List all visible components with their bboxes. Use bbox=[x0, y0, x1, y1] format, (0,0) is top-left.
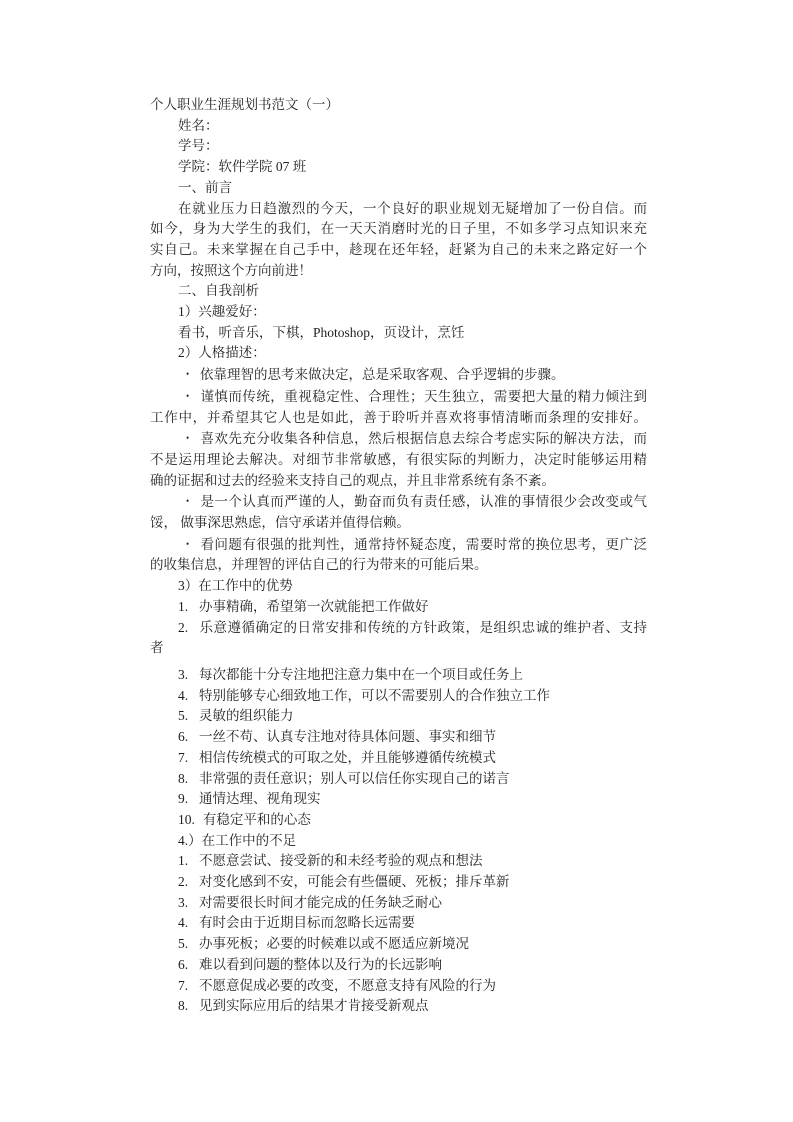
text-line: 者 bbox=[150, 640, 164, 656]
text-line: 学院：软件学院 07 班 bbox=[178, 159, 307, 175]
list-item-text: 灵敏的组织能力 bbox=[199, 708, 294, 724]
list-number: 6. bbox=[178, 956, 189, 972]
bullet-icon: • bbox=[186, 390, 190, 401]
text-line: 学号： bbox=[178, 138, 219, 154]
text-line: 姓名： bbox=[178, 117, 219, 133]
text-line bbox=[150, 686, 647, 707]
text-line bbox=[150, 665, 647, 686]
bullet-icon: • bbox=[186, 538, 190, 549]
bullet-text: 看问题有很强的批判性，通常持怀疑态度，需要时常的换位思考，更广泛 bbox=[200, 536, 647, 552]
list-item-text: 办事死板；必要的时候难以或不愿适应新境况 bbox=[199, 936, 469, 952]
list-number: 5. bbox=[178, 708, 189, 724]
list-number: 5. bbox=[178, 936, 189, 952]
text-line bbox=[150, 491, 647, 513]
text-line bbox=[150, 748, 647, 769]
bullet-icon: • bbox=[186, 433, 190, 444]
text-line bbox=[150, 851, 647, 872]
list-number: 1. bbox=[178, 598, 189, 614]
text-line: 工作中，并希望其它人也是如此，善于聆听并喜欢将事情清晰而条理的安排好。 bbox=[150, 409, 647, 425]
list-item-text: 一丝不苟、认真专注地对待具体问题、事实和细节 bbox=[199, 729, 496, 745]
text-line bbox=[150, 534, 647, 556]
text-line bbox=[150, 810, 647, 831]
text-line bbox=[150, 727, 647, 748]
list-number: 8. bbox=[178, 770, 189, 786]
bullet-text: 喜欢先充分收集各种信息，然后根据信息去综合考虑实际的解决方法，而 bbox=[200, 431, 647, 447]
text-line: 3）在工作中的优势 bbox=[178, 578, 293, 594]
bullet-text: 是一个认真而严谨的人，勤奋而负有责任感，认准的事情很少会改变或气 bbox=[200, 494, 647, 510]
text-line: 馁， 做事深思熟虑，信守承诺并值得信赖。 bbox=[150, 515, 410, 531]
list-item-text: 办事精确，希望第一次就能把工作做好 bbox=[199, 598, 429, 614]
list-number: 6. bbox=[178, 729, 189, 745]
list-number: 8. bbox=[178, 998, 189, 1014]
list-item-text: 对需要很长时间才能完成的任务缺乏耐心 bbox=[199, 894, 442, 910]
list-item-text: 通情达理、视角现实 bbox=[199, 791, 321, 807]
list-item-text: 不愿意促成必要的改变，不愿意支持有风险的行为 bbox=[199, 977, 496, 993]
bullet-icon: • bbox=[186, 369, 190, 380]
text-line: 4.）在工作中的不足 bbox=[178, 832, 297, 848]
text-line bbox=[150, 976, 647, 997]
text-line bbox=[150, 955, 647, 976]
list-number: 2. bbox=[178, 874, 189, 890]
list-item-text: 相信传统模式的可取之处，并且能够遵循传统模式 bbox=[199, 749, 496, 765]
bullet-text: 谨慎而传统，重视稳定性、合理性；天生独立，需要把大量的精力倾注到 bbox=[200, 388, 647, 404]
document-body bbox=[150, 95, 647, 1017]
text-line bbox=[150, 996, 647, 1017]
list-item-text: 乐意遵循确定的日常安排和传统的方针政策，是组织忠诚的维护者、支持 bbox=[199, 619, 647, 635]
text-line bbox=[150, 913, 647, 934]
text-line bbox=[150, 618, 647, 639]
list-item-text: 对变化感到不安，可能会有些僵硬、死板；排斥革新 bbox=[199, 874, 510, 890]
list-number: 3. bbox=[178, 666, 189, 682]
text-line: 如今，身为大学生的我们，在一天天消磨时光的日子里，不如多学习点知识来充 bbox=[150, 221, 647, 237]
list-number: 4. bbox=[178, 915, 189, 931]
text-line: 确的证据和过去的经验来支持自己的观点，并且非常系统有条不紊。 bbox=[150, 472, 555, 488]
list-number: 2. bbox=[178, 619, 189, 635]
text-line: 实自己。未来掌握在自己手中，趁现在还年轻，赶紧为自己的未来之路定好一个 bbox=[150, 241, 647, 257]
list-number: 4. bbox=[178, 687, 189, 703]
text-line: 不是运用理论去解决。对细节非常敏感，有很实际的判断力，决定时能够运用精 bbox=[150, 451, 647, 467]
list-item-text: 非常强的责任意识；别人可以信任你实现自己的诺言 bbox=[199, 770, 510, 786]
list-number: 9. bbox=[178, 791, 189, 807]
list-item-text: 难以看到问题的整体以及行为的长远影响 bbox=[199, 956, 442, 972]
text-line: 的收集信息，并理智的评估自己的行为带来的可能后果。 bbox=[150, 557, 488, 573]
list-number: 7. bbox=[178, 977, 189, 993]
text-line bbox=[150, 769, 647, 790]
list-item-text: 有时会由于近期目标而忽略长远需要 bbox=[199, 915, 415, 931]
document-title: 个人职业生涯规划书范文（一） bbox=[150, 97, 339, 112]
text-line bbox=[150, 428, 647, 450]
bullet-text: 依靠理智的思考来做决定，总是采取客观、合乎逻辑的步骤。 bbox=[200, 367, 565, 383]
text-line bbox=[150, 597, 647, 618]
list-item-text: 见到实际应用后的结果才肯接受新观点 bbox=[199, 998, 429, 1014]
text-line bbox=[150, 789, 647, 810]
text-line bbox=[150, 872, 647, 893]
list-item-text: 特别能够专心细致地工作，可以不需要别人的合作独立工作 bbox=[199, 687, 550, 703]
text-line bbox=[150, 934, 647, 955]
list-item-text: 每次都能十分专注地把注意力集中在一个项目或任务上 bbox=[199, 666, 523, 682]
list-number: 1. bbox=[178, 853, 189, 869]
text-line bbox=[150, 706, 647, 727]
list-item-text: 有稳定平和的心态 bbox=[202, 811, 311, 827]
text-line: 一、前言 bbox=[178, 179, 232, 195]
text-line bbox=[150, 386, 647, 408]
list-number: 7. bbox=[178, 749, 189, 765]
text-line: 在就业压力日趋激烈的今天，一个良好的职业规划无疑增加了一份自信。而 bbox=[178, 200, 647, 216]
list-item-text: 不愿意尝试、接受新的和未经考验的观点和想法 bbox=[199, 853, 483, 869]
text-line bbox=[150, 893, 647, 914]
text-line: 看书，听音乐，下棋，Photoshop，页设计，烹饪 bbox=[178, 324, 465, 340]
text-line: 2）人格描述： bbox=[178, 345, 266, 361]
text-line: 二、自我剖析 bbox=[178, 283, 259, 299]
text-line: 方向，按照这个方向前进！ bbox=[150, 262, 312, 278]
bullet-icon: • bbox=[186, 496, 190, 507]
list-number: 10. bbox=[178, 811, 195, 827]
text-line: 1）兴趣爱好： bbox=[178, 304, 266, 320]
text-line bbox=[150, 364, 647, 386]
list-number: 3. bbox=[178, 894, 189, 910]
